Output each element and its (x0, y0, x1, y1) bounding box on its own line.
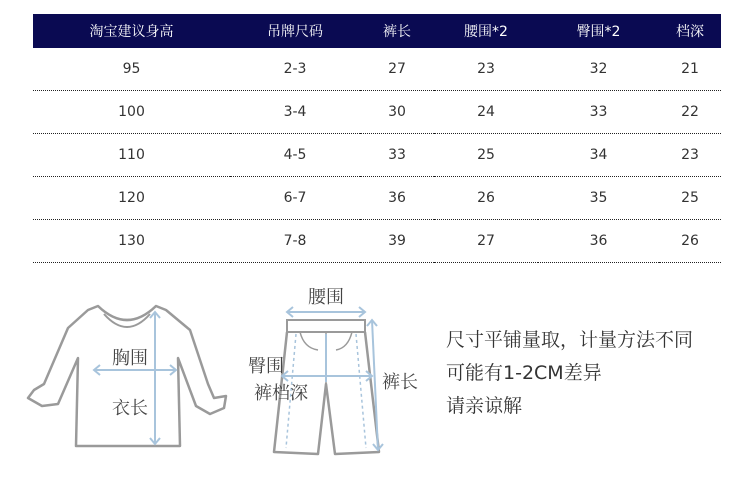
size-chart-header-row (33, 14, 721, 48)
cell-hip: 35 (538, 177, 659, 220)
cell-height: 110 (33, 134, 230, 177)
pants-waistband (287, 320, 365, 332)
cell-hip: 34 (538, 134, 659, 177)
header-hip: 臀围*2 (538, 14, 659, 48)
measurement-note-line-2: 可能有1-2CM差异 (446, 362, 602, 384)
table-row (33, 220, 721, 263)
cell-waist: 25 (434, 134, 538, 177)
cell-waist: 27 (434, 220, 538, 263)
cell-height: 95 (33, 48, 230, 91)
table-row (33, 134, 721, 177)
chest-label: 胸围 (112, 348, 148, 369)
cell-hip: 36 (538, 220, 659, 263)
cell-pants-length: 39 (360, 220, 434, 263)
cell-hip: 32 (538, 48, 659, 91)
cell-crotch-depth: 22 (659, 91, 721, 134)
header-tag-size: 吊牌尺码 (230, 14, 360, 48)
cell-height: 120 (33, 177, 230, 220)
cell-crotch-depth: 21 (659, 48, 721, 91)
cell-tag-size: 6-7 (230, 177, 360, 220)
cell-height: 130 (33, 220, 230, 263)
measurement-note-line-1: 尺寸平铺量取，计量方法不同 (446, 329, 694, 351)
cell-height: 100 (33, 91, 230, 134)
crotch-depth-label: 裤档深 (254, 383, 308, 404)
pants-length-label: 裤长 (382, 372, 418, 393)
cell-tag-size: 3-4 (230, 91, 360, 134)
pants-length-measure-line (372, 320, 378, 450)
cell-waist: 26 (434, 177, 538, 220)
cell-pants-length: 27 (360, 48, 434, 91)
cell-waist: 23 (434, 48, 538, 91)
waist-label: 腰围 (308, 287, 344, 308)
cell-crotch-depth: 26 (659, 220, 721, 263)
measurement-note-line-3: 请亲谅解 (446, 395, 523, 417)
cell-pants-length: 33 (360, 134, 434, 177)
cell-crotch-depth: 25 (659, 177, 721, 220)
cell-waist: 24 (434, 91, 538, 134)
header-height: 淘宝建议身高 (33, 14, 230, 48)
table-row (33, 91, 721, 134)
pants-diagram (0, 280, 400, 470)
table-row (33, 177, 721, 220)
cell-crotch-depth: 23 (659, 134, 721, 177)
cell-hip: 33 (538, 91, 659, 134)
cell-tag-size: 2-3 (230, 48, 360, 91)
hip-label: 臀围 (248, 356, 284, 377)
top-length-label: 衣长 (112, 398, 148, 419)
cell-tag-size: 4-5 (230, 134, 360, 177)
cell-tag-size: 7-8 (230, 220, 360, 263)
cell-pants-length: 36 (360, 177, 434, 220)
size-chart-table (33, 14, 721, 263)
header-waist: 腰围*2 (434, 14, 538, 48)
header-pants-length: 裤长 (360, 14, 434, 48)
table-row (33, 48, 721, 91)
cell-pants-length: 30 (360, 91, 434, 134)
header-crotch-depth: 档深 (659, 14, 721, 48)
